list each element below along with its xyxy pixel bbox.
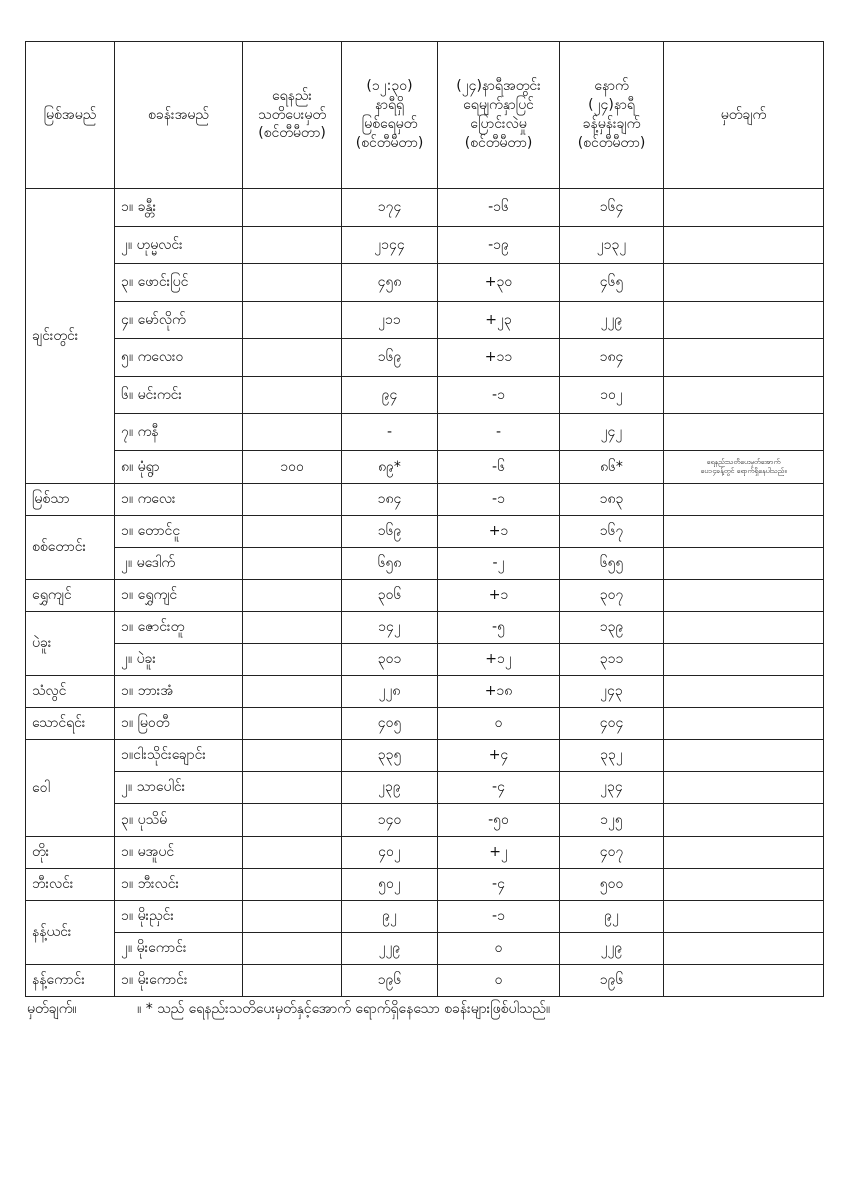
current-level-cell: ၃၀၁ bbox=[342, 644, 438, 676]
station-name-cell: ၁။ မိုးညှင်း bbox=[115, 901, 243, 933]
remark-cell bbox=[664, 869, 824, 901]
forecast-cell: ၅၀၀ bbox=[560, 869, 664, 901]
forecast-cell: ၃၃၂ bbox=[560, 740, 664, 772]
table-row bbox=[26, 580, 824, 612]
forecast-cell: ၁၈၃ bbox=[560, 484, 664, 516]
change-cell: -၁၆ bbox=[438, 189, 560, 227]
remark-cell bbox=[664, 580, 824, 612]
river-name-cell: နန့်ကောင်း bbox=[26, 965, 115, 997]
change-cell: +၁ bbox=[438, 580, 560, 612]
table-row bbox=[26, 772, 824, 804]
change-cell: - bbox=[438, 414, 560, 451]
warning-level-cell bbox=[243, 869, 342, 901]
station-name-cell: ၈။ မုံရွာ bbox=[115, 451, 243, 484]
warning-level-cell bbox=[243, 740, 342, 772]
station-name-cell: ၁။ မိုးကောင်း bbox=[115, 965, 243, 997]
table-body bbox=[26, 189, 824, 997]
table-row bbox=[26, 227, 824, 264]
remark-cell bbox=[664, 189, 824, 227]
forecast-cell: ၁၈၄ bbox=[560, 339, 664, 377]
station-name-cell: ၁။ ကလေး bbox=[115, 484, 243, 516]
river-name-cell: မြစ်သာ bbox=[26, 484, 115, 516]
header-row bbox=[26, 42, 824, 189]
change-cell: -၅၀ bbox=[438, 804, 560, 837]
remark-cell bbox=[664, 339, 824, 377]
forecast-cell: ၄၀၄ bbox=[560, 708, 664, 740]
station-name-cell: ၁။ မအူပင် bbox=[115, 837, 243, 869]
current-level-cell: ၉၄ bbox=[342, 377, 438, 414]
table-row bbox=[26, 548, 824, 580]
forecast-cell: ၄၆၅ bbox=[560, 264, 664, 302]
river-name-cell: ချင်းတွင်း bbox=[26, 189, 115, 484]
change-cell: +၁ bbox=[438, 516, 560, 548]
current-level-cell: ၂၂၈ bbox=[342, 676, 438, 708]
current-level-cell: ၂၁၄၄ bbox=[342, 227, 438, 264]
table-row bbox=[26, 516, 824, 548]
forecast-cell: ၆၅၅ bbox=[560, 548, 664, 580]
warning-level-cell bbox=[243, 804, 342, 837]
footnote bbox=[27, 999, 825, 1020]
current-level-cell: ၁၈၄ bbox=[342, 484, 438, 516]
current-level-cell: ၁၄၀ bbox=[342, 804, 438, 837]
warning-level-cell bbox=[243, 644, 342, 676]
forecast-cell: ၁၆၇ bbox=[560, 516, 664, 548]
warning-level-cell bbox=[243, 189, 342, 227]
station-name-cell: ၁။ ဘီးလင်း bbox=[115, 869, 243, 901]
change-cell: -၁ bbox=[438, 377, 560, 414]
remark-cell bbox=[664, 965, 824, 997]
table-row bbox=[26, 740, 824, 772]
table-row bbox=[26, 869, 824, 901]
header-remarks: မှတ်ချက် bbox=[664, 42, 824, 189]
remark-cell bbox=[664, 264, 824, 302]
station-name-cell: ၂။ မိုးကောင်း bbox=[115, 933, 243, 965]
footnote-text: ။ * သည် ရေနည်းသတိပေးမှတ်နှင့်အောက် ရောက်ရှိနေသော စခန်းများဖြစ်ပါသည်။ bbox=[137, 1001, 551, 1017]
remark-cell bbox=[664, 740, 824, 772]
forecast-cell: ၂၂၉ bbox=[560, 933, 664, 965]
remark-cell bbox=[664, 708, 824, 740]
station-name-cell: ၂။ ပဲခူး bbox=[115, 644, 243, 676]
change-cell: -၂ bbox=[438, 548, 560, 580]
forecast-cell: ၁၂၅ bbox=[560, 804, 664, 837]
warning-level-cell bbox=[243, 708, 342, 740]
warning-level-cell bbox=[243, 580, 342, 612]
table-row bbox=[26, 264, 824, 302]
warning-level-cell bbox=[243, 901, 342, 933]
forecast-cell: ၃၁၁ bbox=[560, 644, 664, 676]
station-name-cell: ၂။ ဟုမ္မလင်း bbox=[115, 227, 243, 264]
warning-level-cell bbox=[243, 837, 342, 869]
change-cell: +၂ bbox=[438, 837, 560, 869]
station-name-cell: ၂။ မဒေါက် bbox=[115, 548, 243, 580]
river-name-cell: စစ်တောင်း bbox=[26, 516, 115, 580]
remark-cell bbox=[664, 612, 824, 644]
station-name-cell: ၁။ ဘားအံ bbox=[115, 676, 243, 708]
remark-cell bbox=[664, 516, 824, 548]
change-cell: +၁၂ bbox=[438, 644, 560, 676]
current-level-cell: ၉၂ bbox=[342, 901, 438, 933]
station-name-cell: ၃။ ဖောင်းပြင် bbox=[115, 264, 243, 302]
header-forecast: နောက် (၂၄)နာရီ ခန့်မှန်းချက် (စင်တီမီတာ) bbox=[560, 42, 664, 189]
change-cell: -၁၉ bbox=[438, 227, 560, 264]
warning-level-cell bbox=[243, 612, 342, 644]
forecast-cell: ၈၆* bbox=[560, 451, 664, 484]
station-name-cell: ၇။ ကနီ bbox=[115, 414, 243, 451]
remark-cell bbox=[664, 377, 824, 414]
current-level-cell: ၅၀၂ bbox=[342, 869, 438, 901]
current-level-cell: ၁၆၉ bbox=[342, 339, 438, 377]
change-cell: -၄ bbox=[438, 869, 560, 901]
forecast-cell: ၂၁၃၂ bbox=[560, 227, 664, 264]
warning-level-cell bbox=[243, 484, 342, 516]
table-row bbox=[26, 933, 824, 965]
current-level-cell: ၁၇၄ bbox=[342, 189, 438, 227]
warning-level-cell bbox=[243, 339, 342, 377]
remark-cell bbox=[664, 644, 824, 676]
river-name-cell: တိုး bbox=[26, 837, 115, 869]
current-level-cell: ၄၀၂ bbox=[342, 837, 438, 869]
forecast-cell: ၂၃၄ bbox=[560, 772, 664, 804]
current-level-cell: ၁၆၉ bbox=[342, 516, 438, 548]
station-name-cell: ၁။ငါးသိုင်းချောင်း bbox=[115, 740, 243, 772]
river-name-cell: ဘီးလင်း bbox=[26, 869, 115, 901]
current-level-cell: ၂၂၉ bbox=[342, 933, 438, 965]
forecast-cell: ၁၉၆ bbox=[560, 965, 664, 997]
remark-cell bbox=[664, 484, 824, 516]
table-row bbox=[26, 302, 824, 339]
water-level-table bbox=[25, 41, 824, 997]
current-level-cell: - bbox=[342, 414, 438, 451]
change-cell: +၃၀ bbox=[438, 264, 560, 302]
warning-level-cell bbox=[243, 414, 342, 451]
river-name-cell: ရွှေကျင် bbox=[26, 580, 115, 612]
station-name-cell: ၂။ သာပေါင်း bbox=[115, 772, 243, 804]
remark-cell bbox=[664, 414, 824, 451]
change-cell: -၆ bbox=[438, 451, 560, 484]
warning-level-cell bbox=[243, 264, 342, 302]
station-name-cell: ၆။ မင်းကင်း bbox=[115, 377, 243, 414]
remark-cell bbox=[664, 804, 824, 837]
river-name-cell: သံလွင် bbox=[26, 676, 115, 708]
forecast-cell: ၂၄၃ bbox=[560, 676, 664, 708]
warning-level-cell bbox=[243, 227, 342, 264]
forecast-cell: ၁၃၉ bbox=[560, 612, 664, 644]
forecast-cell: ၄၀၇ bbox=[560, 837, 664, 869]
forecast-cell: ၉၂ bbox=[560, 901, 664, 933]
current-level-cell: ၂၁၁ bbox=[342, 302, 438, 339]
station-name-cell: ၁။ ခန္တီး bbox=[115, 189, 243, 227]
current-level-cell: ၃၃၅ bbox=[342, 740, 438, 772]
warning-level-cell bbox=[243, 676, 342, 708]
station-name-cell: ၁။ တောင်ငူ bbox=[115, 516, 243, 548]
remark-cell bbox=[664, 933, 824, 965]
warning-level-cell bbox=[243, 377, 342, 414]
change-cell: ၀ bbox=[438, 933, 560, 965]
table-row bbox=[26, 377, 824, 414]
change-cell: -၄ bbox=[438, 772, 560, 804]
water-level-report bbox=[25, 41, 823, 1018]
footnote-label: မှတ်ချက်။ bbox=[27, 1001, 77, 1017]
forecast-cell: ၂၄၂ bbox=[560, 414, 664, 451]
remark-cell bbox=[664, 548, 824, 580]
forecast-cell: ၁၀၂ bbox=[560, 377, 664, 414]
header-24h-change: (၂၄)နာရီအတွင်း ရေမျက်နှာပြင် ပြောင်းလဲမှု (စင်တီမီတာ) bbox=[438, 42, 560, 189]
remark-cell bbox=[664, 772, 824, 804]
warning-level-cell bbox=[243, 933, 342, 965]
current-level-cell: ၁၄၂ bbox=[342, 612, 438, 644]
change-cell: ၀ bbox=[438, 965, 560, 997]
header-current-level: (၁၂:၃၀) နာရီရှိ မြစ်ရေမှတ် (စင်တီမီတာ) bbox=[342, 42, 438, 189]
forecast-cell: ၃၀၇ bbox=[560, 580, 664, 612]
remark-cell bbox=[664, 837, 824, 869]
change-cell: +၁၁ bbox=[438, 339, 560, 377]
change-cell: +၄ bbox=[438, 740, 560, 772]
remark-cell: ရေနည်းသတိပေးမှတ်အောက် ပေ၁၄ခန့်တွင် ရောက်ရှိနေပါသည်။ bbox=[664, 451, 824, 484]
warning-level-cell bbox=[243, 302, 342, 339]
table-row bbox=[26, 414, 824, 451]
remark-cell bbox=[664, 676, 824, 708]
current-level-cell: ၈၉* bbox=[342, 451, 438, 484]
forecast-cell: ၂၂၉ bbox=[560, 302, 664, 339]
remark-cell bbox=[664, 302, 824, 339]
station-name-cell: ၄။ မော်လိုက် bbox=[115, 302, 243, 339]
table-row bbox=[26, 612, 824, 644]
remark-cell bbox=[664, 901, 824, 933]
warning-level-cell bbox=[243, 548, 342, 580]
table-row bbox=[26, 339, 824, 377]
table-row bbox=[26, 189, 824, 227]
station-name-cell: ၁။ ရွှေကျင် bbox=[115, 580, 243, 612]
change-cell: ၀ bbox=[438, 708, 560, 740]
change-cell: -၅ bbox=[438, 612, 560, 644]
current-level-cell: ၃၀၆ bbox=[342, 580, 438, 612]
change-cell: -၁ bbox=[438, 901, 560, 933]
header-river: မြစ်အမည် bbox=[26, 42, 115, 189]
station-name-cell: ၁။ မြဝတီ bbox=[115, 708, 243, 740]
current-level-cell: ၆၅၈ bbox=[342, 548, 438, 580]
table-row bbox=[26, 901, 824, 933]
warning-level-cell bbox=[243, 965, 342, 997]
forecast-cell: ၁၆၄ bbox=[560, 189, 664, 227]
current-level-cell: ၂၃၉ bbox=[342, 772, 438, 804]
current-level-cell: ၁၉၆ bbox=[342, 965, 438, 997]
change-cell: +၁၈ bbox=[438, 676, 560, 708]
warning-level-cell bbox=[243, 772, 342, 804]
station-name-cell: ၃။ ပုသိမ် bbox=[115, 804, 243, 837]
remark-cell bbox=[664, 227, 824, 264]
table-row bbox=[26, 804, 824, 837]
station-name-cell: ၅။ ကလေးဝ bbox=[115, 339, 243, 377]
table-row bbox=[26, 708, 824, 740]
river-name-cell: ပဲခူး bbox=[26, 612, 115, 676]
table-row bbox=[26, 837, 824, 869]
station-name-cell: ၁။ ဇောင်းတူ bbox=[115, 612, 243, 644]
warning-level-cell bbox=[243, 516, 342, 548]
river-name-cell: နန့်ယင်း bbox=[26, 901, 115, 965]
table-row bbox=[26, 676, 824, 708]
table-row bbox=[26, 484, 824, 516]
table-row bbox=[26, 644, 824, 676]
current-level-cell: ၄၀၅ bbox=[342, 708, 438, 740]
river-name-cell: သောင်ရင်း bbox=[26, 708, 115, 740]
warning-level-cell: ၁၀၀ bbox=[243, 451, 342, 484]
change-cell: -၁ bbox=[438, 484, 560, 516]
river-name-cell: ဝေါ bbox=[26, 740, 115, 837]
change-cell: +၂၃ bbox=[438, 302, 560, 339]
table-row bbox=[26, 965, 824, 997]
table-row bbox=[26, 451, 824, 484]
header-station: စခန်းအမည် bbox=[115, 42, 243, 189]
current-level-cell: ၄၅၈ bbox=[342, 264, 438, 302]
header-warning-level: ရေနည်း သတိပေးမှတ် (စင်တီမီတာ) bbox=[243, 42, 342, 189]
